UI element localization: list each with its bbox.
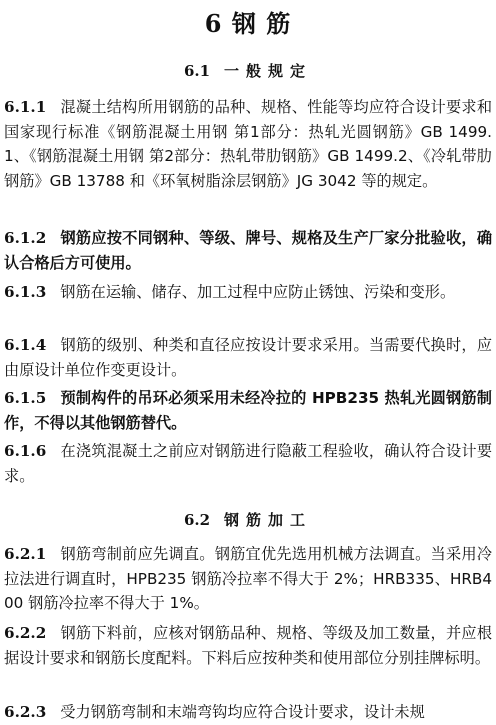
clause-6-1-4: [4, 333, 492, 382]
section-heading-6-1: [0, 60, 496, 81]
clause-number: 6.1.6: [4, 442, 47, 460]
clause-text: 预制构件的吊环必须采用未经冷拉的 HPB235 热轧光圆钢筋制作，不得以其他钢筋替代。: [4, 389, 492, 432]
section-number: 6.1: [183, 62, 211, 80]
clause-number: 6.2.3: [4, 703, 47, 721]
clause-text: 钢筋弯制前应先调直。钢筋宜优先选用机械方法调直。当采用冷拉法进行调直时，HPB235 钢筋冷拉率不得大于 2%；HRB335、HRB400 钢筋冷拉率不得大于 1%。: [4, 545, 492, 613]
clause-number: 6.1.5: [4, 389, 47, 407]
clause-6-2-1: [4, 542, 492, 616]
clause-6-1-5: [4, 386, 492, 435]
clause-text: 受力钢筋弯制和末端弯钩均应符合设计要求，设计未规: [60, 703, 425, 721]
clause-text: 钢筋应按不同钢种、等级、牌号、规格及生产厂家分批验收，确认合格后方可使用。: [4, 229, 492, 272]
clause-text: 钢筋的级别、种类和直径应按设计要求采用。当需要代换时，应由原设计单位作变更设计。: [4, 336, 492, 379]
clause-6-2-2: [4, 621, 492, 670]
clause-6-1-2: [4, 226, 492, 275]
clause-6-2-3: [4, 700, 492, 725]
clause-6-1-6: [4, 439, 492, 488]
clause-number: 6.1.2: [4, 229, 47, 247]
clause-number: 6.1.1: [4, 98, 47, 116]
clause-number: 6.1.4: [4, 336, 47, 354]
section-title: 钢筋加工: [224, 511, 313, 529]
clause-text: 钢筋下料前，应核对钢筋品种、规格、等级及加工数量，并应根据设计要求和钢筋长度配料。下料后应按种类和使用部位分别挂牌标明。: [4, 624, 492, 667]
clause-text: 在浇筑混凝土之前应对钢筋进行隐蔽工程验收，确认符合设计要求。: [4, 442, 492, 485]
clause-number: 6.1.3: [4, 283, 47, 301]
chapter-title-text: 6 钢 筋: [204, 9, 292, 38]
section-number: 6.2: [183, 511, 211, 529]
clause-number: 6.2.2: [4, 624, 47, 642]
clause-text: 钢筋在运输、储存、加工过程中应防止锈蚀、污染和变形。: [60, 283, 456, 301]
clause-number: 6.2.1: [4, 545, 47, 563]
clause-text: 混凝土结构所用钢筋的品种、规格、性能等均应符合设计要求和国家现行标准《钢筋混凝土用钢 第1部分：热轧光圆钢筋》GB 1499.1、《钢筋混凝土用钢 第2部分：热轧带肋钢筋》GB 1499.2、《冷轧带肋钢筋》GB 13788 和《环氧树脂涂层钢筋》JG 3042 等的规定。: [4, 98, 492, 191]
clause-6-1-3: [4, 280, 492, 305]
clause-6-1-1: [4, 95, 492, 194]
section-title: 一般规定: [224, 62, 313, 80]
chapter-title: [0, 4, 496, 39]
section-heading-6-2: [0, 509, 496, 530]
